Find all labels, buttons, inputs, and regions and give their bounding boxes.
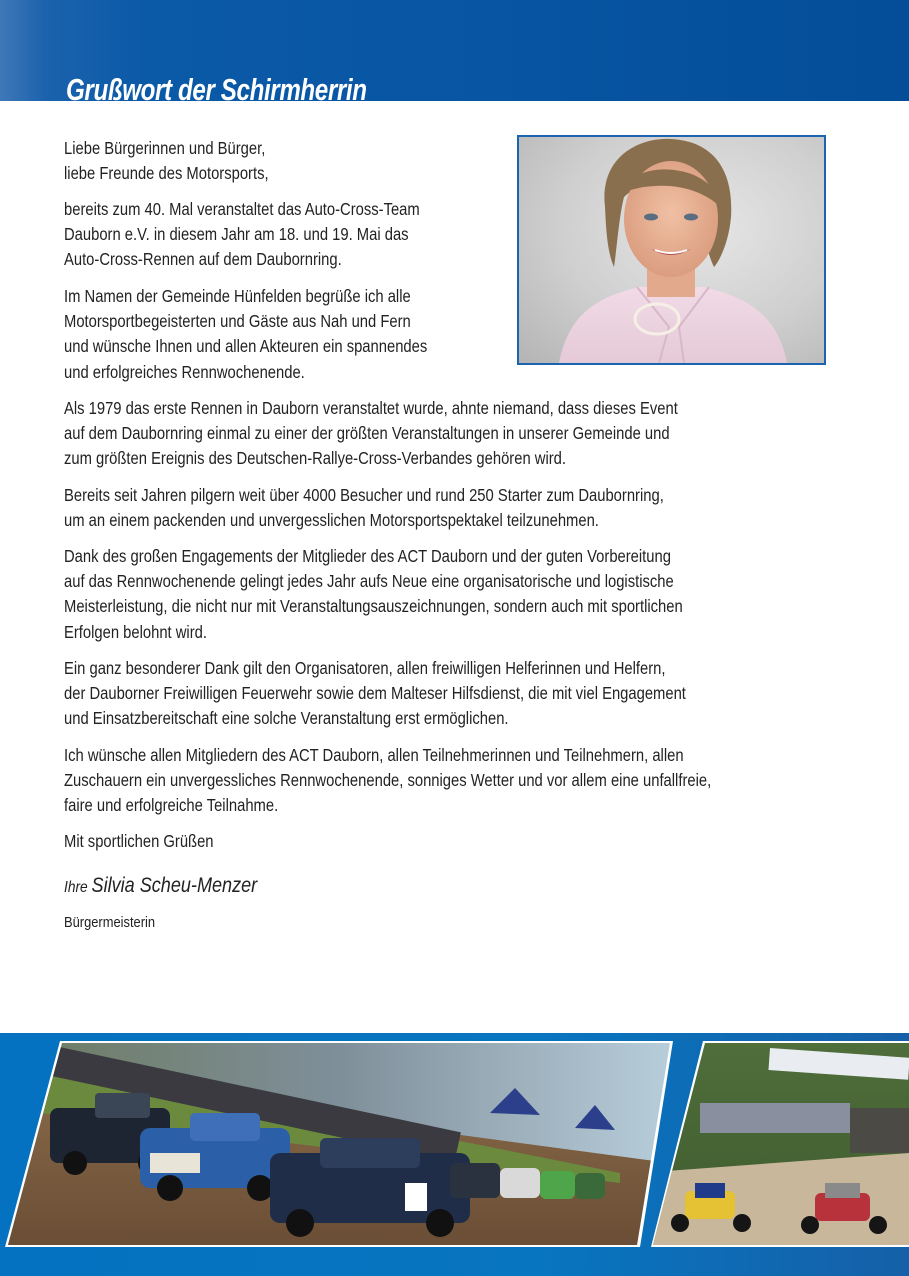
- text-line: Ich wünsche allen Mitgliedern des ACT Dauborn, allen Teilnehmerinnen und Teilnehmern, allen: [64, 745, 684, 765]
- signature: [64, 874, 257, 898]
- text-line: und erfolgreiches Rennwochenende.: [64, 361, 305, 382]
- text-line: zum größten Ereignis des Deutschen-Rallye-Cross-Verbandes gehören wird.: [64, 448, 566, 469]
- text-line: Dank des großen Engagements der Mitglieder des ACT Dauborn und der guten Vorbereitung: [64, 546, 671, 566]
- text-line: liebe Freunde des Motorsports,: [64, 163, 269, 184]
- shirt: [559, 287, 787, 363]
- portrait-photo: [517, 135, 826, 365]
- text-line: Als 1979 das erste Rennen in Dauborn veranstaltet wurde, ahnte niemand, dass dieses Event: [64, 398, 678, 418]
- text-line: faire und erfolgreiche Teilnahme.: [64, 795, 279, 816]
- paragraph-4: [64, 483, 664, 533]
- signature-name: Silvia Scheu-Menzer: [91, 874, 258, 897]
- text-line: auf das Rennwochenende gelingt jedes Jahr aufs Neue eine organisatorische und logistische: [64, 571, 674, 592]
- text-line: Ein ganz besonderer Dank gilt den Organisatoren, allen freiwilligen Helferinnen und Helfern,: [64, 658, 666, 678]
- portrait-illustration: [519, 137, 824, 363]
- text-line: der Dauborner Freiwilligen Feuerwehr sowie dem Malteser Hilfsdienst, die mit viel Engagement: [64, 683, 686, 704]
- paragraph-6: [64, 656, 686, 732]
- text-line: um an einem packenden und unvergesslichen Motorsportspektakel teilzunehmen.: [64, 510, 599, 531]
- text-line: Auto-Cross-Rennen auf dem Daubornring.: [64, 249, 342, 270]
- text-line: Erfolgen belohnt wird.: [64, 621, 207, 642]
- text-line: Dauborn e.V. in diesem Jahr am 18. und 19. Mai das: [64, 224, 409, 245]
- closing: [64, 829, 214, 854]
- signature-role: Bürgermeisterin: [64, 914, 156, 931]
- closing-text: Mit sportlichen Grüßen: [64, 831, 214, 851]
- text-line: Motorsportbegeisterten und Gäste aus Nah und Fern: [64, 311, 411, 332]
- paragraph-7: [64, 743, 711, 819]
- text-line: bereits zum 40. Mal veranstaltet das Auto-Cross-Team: [64, 199, 420, 219]
- text-line: und Einsatzbereitschaft eine solche Veranstaltung erst ermöglichen.: [64, 708, 509, 729]
- signature-prefix: Ihre: [64, 879, 88, 896]
- text-line: Liebe Bürgerinnen und Bürger,: [64, 138, 266, 158]
- text-line: auf dem Daubornring einmal zu einer der größten Veranstaltungen in unserer Gemeinde und: [64, 423, 670, 444]
- paragraph-5: [64, 544, 683, 645]
- text-line: Meisterleistung, die nicht nur mit Veranstaltungsauszeichnungen, sondern auch mit sportlichen: [64, 596, 683, 617]
- right-race-photo: [640, 1043, 909, 1253]
- paragraph-3: [64, 396, 678, 472]
- text-line: und wünsche Ihnen und allen Akteuren ein spannendes: [64, 336, 428, 357]
- left-race-photo: [0, 1043, 680, 1253]
- paragraph-1: [64, 197, 420, 273]
- paragraph-2: [64, 284, 427, 385]
- text-line: Zuschauern ein unvergessliches Rennwochenende, sonniges Wetter und vor allem eine unfallfreie,: [64, 770, 712, 791]
- salutation: [64, 136, 269, 186]
- page-title: Grußwort der Schirmherrin: [66, 72, 367, 101]
- text-line: Bereits seit Jahren pilgern weit über 4000 Besucher und rund 250 Starter zum Daubornring,: [64, 485, 664, 505]
- text-line: Im Namen der Gemeinde Hünfelden begrüße ich alle: [64, 286, 411, 306]
- footer-photos: [0, 1033, 909, 1276]
